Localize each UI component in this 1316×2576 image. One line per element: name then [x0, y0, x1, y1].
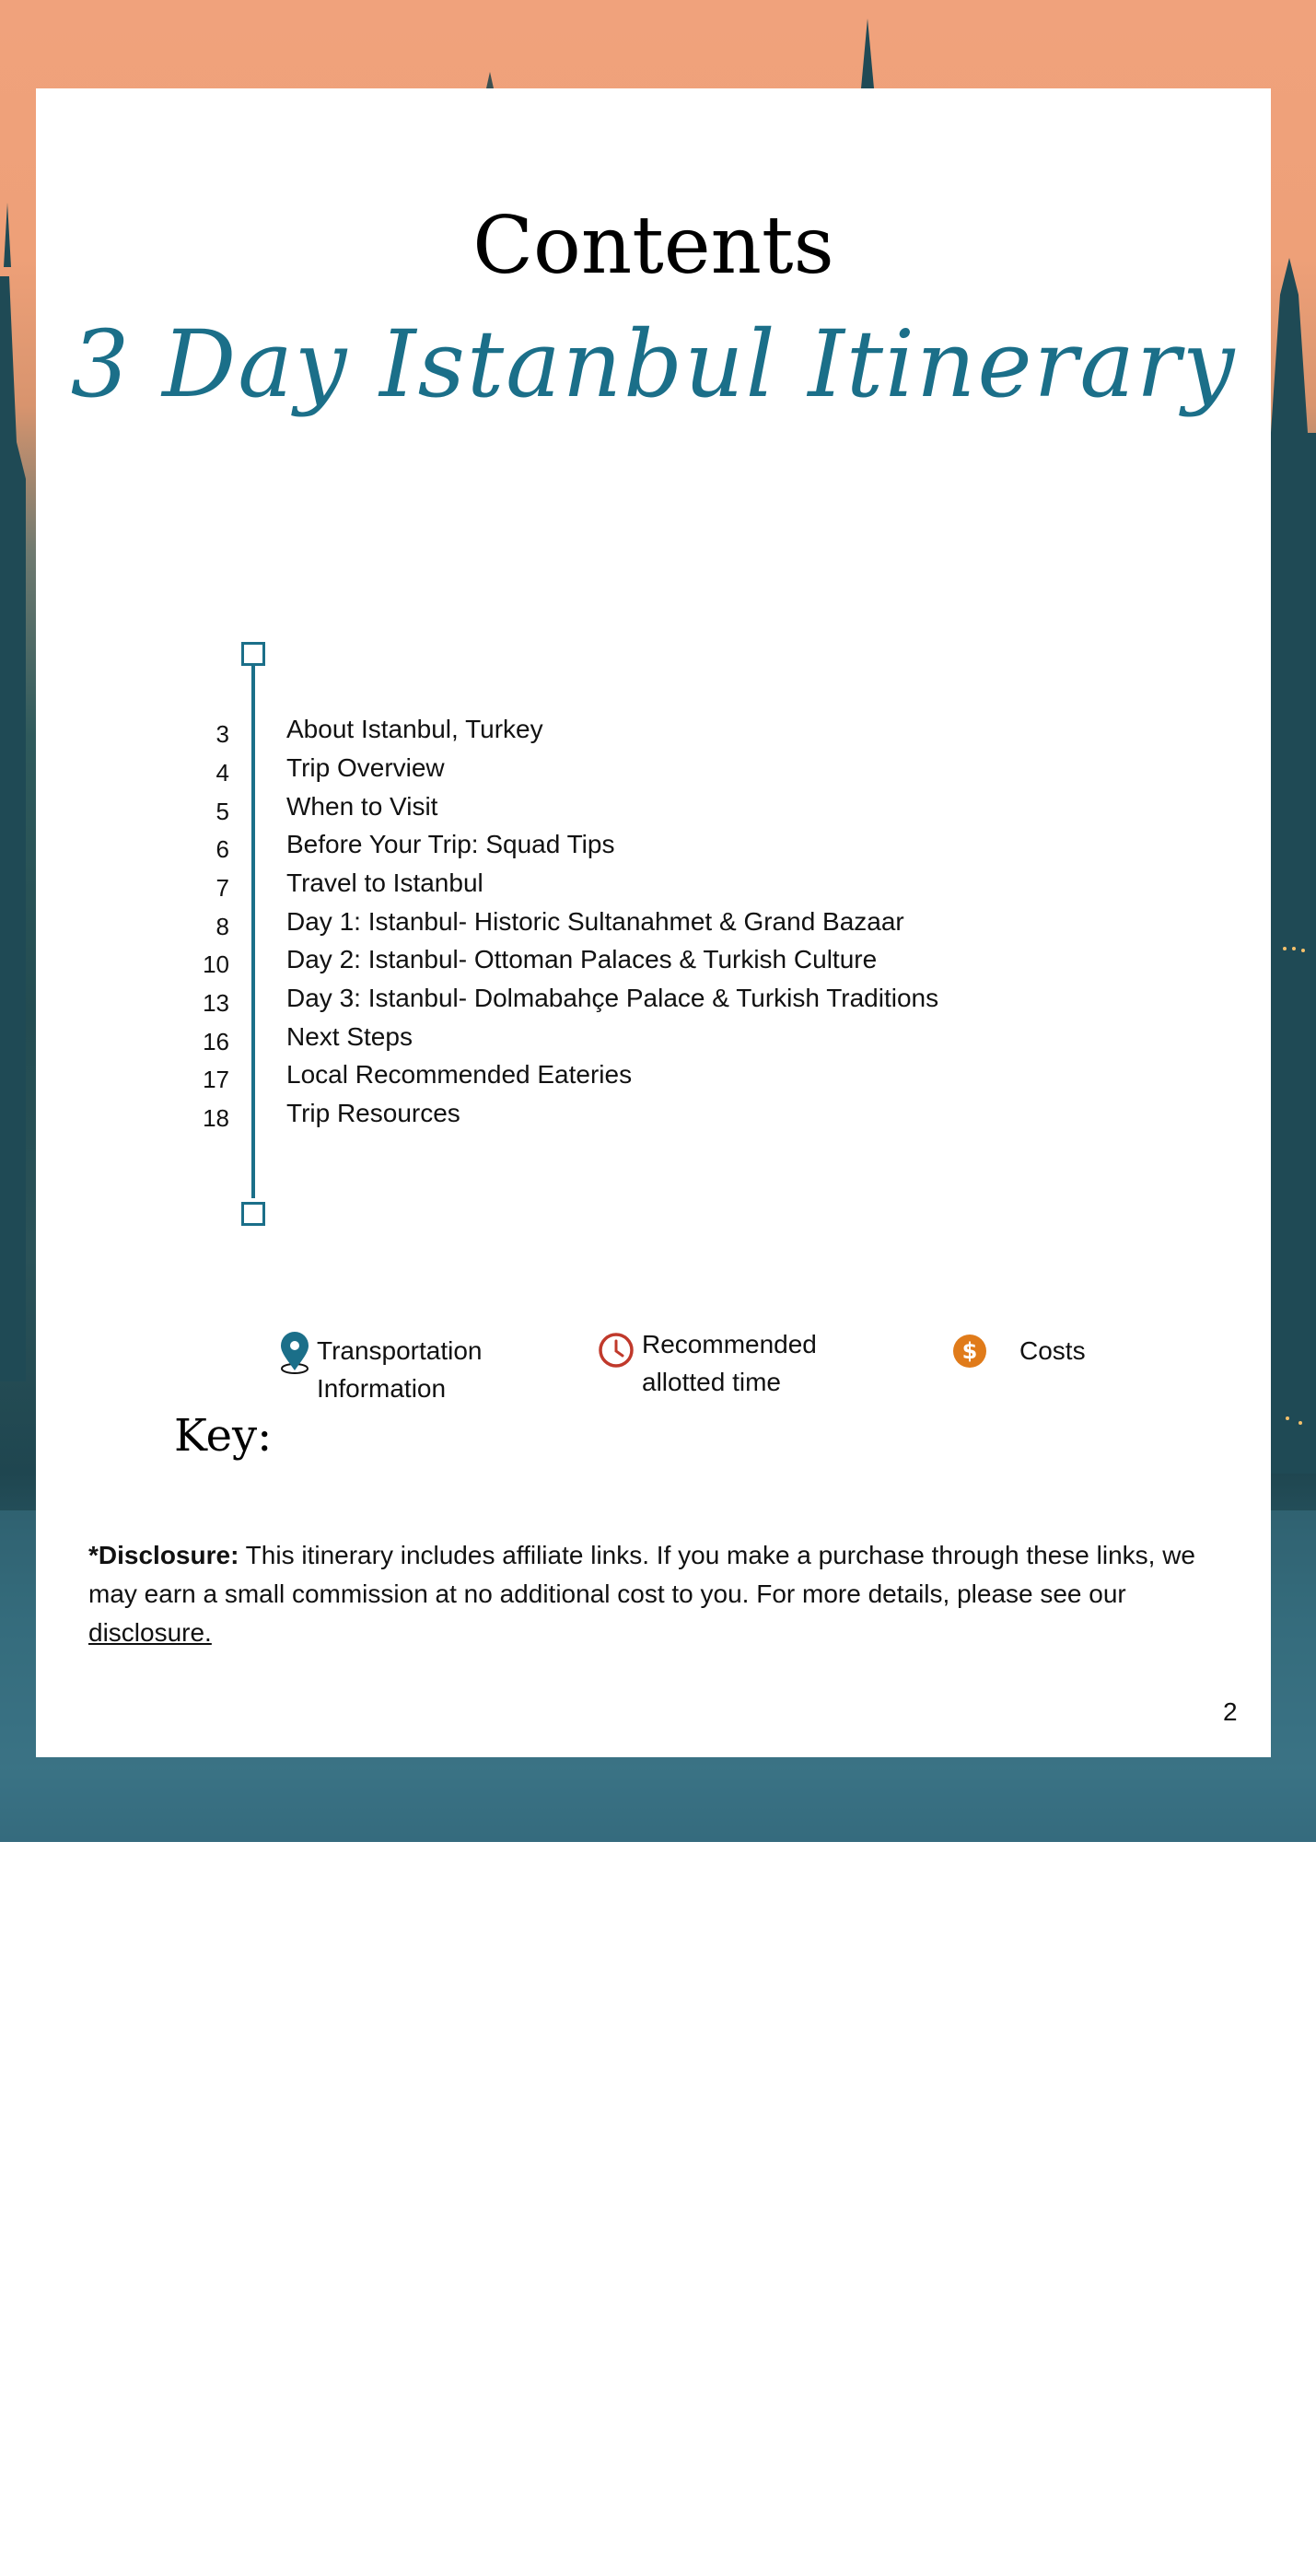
toc-page-number: 13 [203, 989, 229, 1017]
toc-label: Trip Resources [286, 1099, 460, 1127]
itinerary-subtitle: 3 Day Istanbul Itinerary [70, 310, 1237, 418]
disclosure-label: *Disclosure: [88, 1541, 239, 1569]
toc-entry[interactable] [36, 945, 1049, 982]
timeline-start-square [241, 642, 265, 666]
key-time-text [642, 1325, 817, 1401]
key-time-line2: allotted time [642, 1368, 781, 1396]
toc-page-number: 8 [215, 913, 229, 940]
toc-entry[interactable] [36, 753, 1049, 790]
toc-entry[interactable] [36, 984, 1049, 1020]
toc-page-number: 18 [203, 1104, 229, 1132]
key-transportation-line1: Transportation [317, 1336, 483, 1365]
toc-entry[interactable] [36, 715, 1049, 752]
toc-entry[interactable] [36, 1060, 1049, 1097]
toc-label: Local Recommended Eateries [286, 1060, 633, 1089]
disclosure-text [88, 1536, 1230, 1652]
toc-label: Travel to Istanbul [286, 868, 483, 897]
toc-label: Next Steps [286, 1022, 413, 1051]
disclosure-link[interactable]: disclosure. [88, 1618, 212, 1647]
toc-label: Before Your Trip: Squad Tips [286, 830, 615, 858]
toc-entry[interactable] [36, 907, 1049, 944]
toc-page-number: 4 [215, 759, 229, 787]
toc-page-number: 7 [215, 874, 229, 902]
toc-entry[interactable] [36, 792, 1049, 829]
contents-page [36, 88, 1271, 1757]
toc-entry[interactable] [36, 1099, 1049, 1136]
timeline-end-square [241, 1202, 265, 1226]
toc-entry[interactable] [36, 830, 1049, 867]
toc-page-number: 5 [215, 798, 229, 825]
map-pin-icon [277, 1332, 312, 1376]
toc-label: When to Visit [286, 792, 438, 821]
toc-page-number: 10 [203, 950, 229, 978]
toc-page-number: 17 [203, 1066, 229, 1093]
page-number: 2 [1223, 1697, 1238, 1726]
key-label: Key: [174, 1410, 273, 1462]
key-costs-line1: Costs [1019, 1336, 1086, 1365]
toc-label: Day 1: Istanbul- Historic Sultanahmet & Grand Bazaar [286, 907, 904, 936]
toc-label: Trip Overview [286, 753, 445, 782]
key-transportation-line2: Information [317, 1374, 447, 1403]
toc-page-number: 6 [215, 835, 229, 863]
svg-text:$: $ [961, 1338, 978, 1364]
toc-page-number: 16 [203, 1028, 229, 1055]
disclosure-body: This itinerary includes affiliate links. If you make a purchase through these links, we may earn a small commission at no additional cost to you. For more details, please see our [88, 1541, 1196, 1608]
key-transportation-text [317, 1332, 483, 1407]
page-title: Contents [472, 200, 834, 292]
toc-entry[interactable] [36, 868, 1049, 905]
dollar-coin-icon [952, 1334, 987, 1369]
key-time-line1: Recommended [642, 1330, 817, 1358]
toc-label: Day 3: Istanbul- Dolmabahçe Palace & Turkish Traditions [286, 984, 939, 1012]
key-costs-text [1019, 1332, 1086, 1370]
clock-icon [598, 1332, 635, 1369]
toc-label: About Istanbul, Turkey [286, 715, 543, 743]
toc-entry[interactable] [36, 1022, 1049, 1059]
toc-page-number: 3 [215, 720, 229, 748]
toc-label: Day 2: Istanbul- Ottoman Palaces & Turkish Culture [286, 945, 878, 973]
